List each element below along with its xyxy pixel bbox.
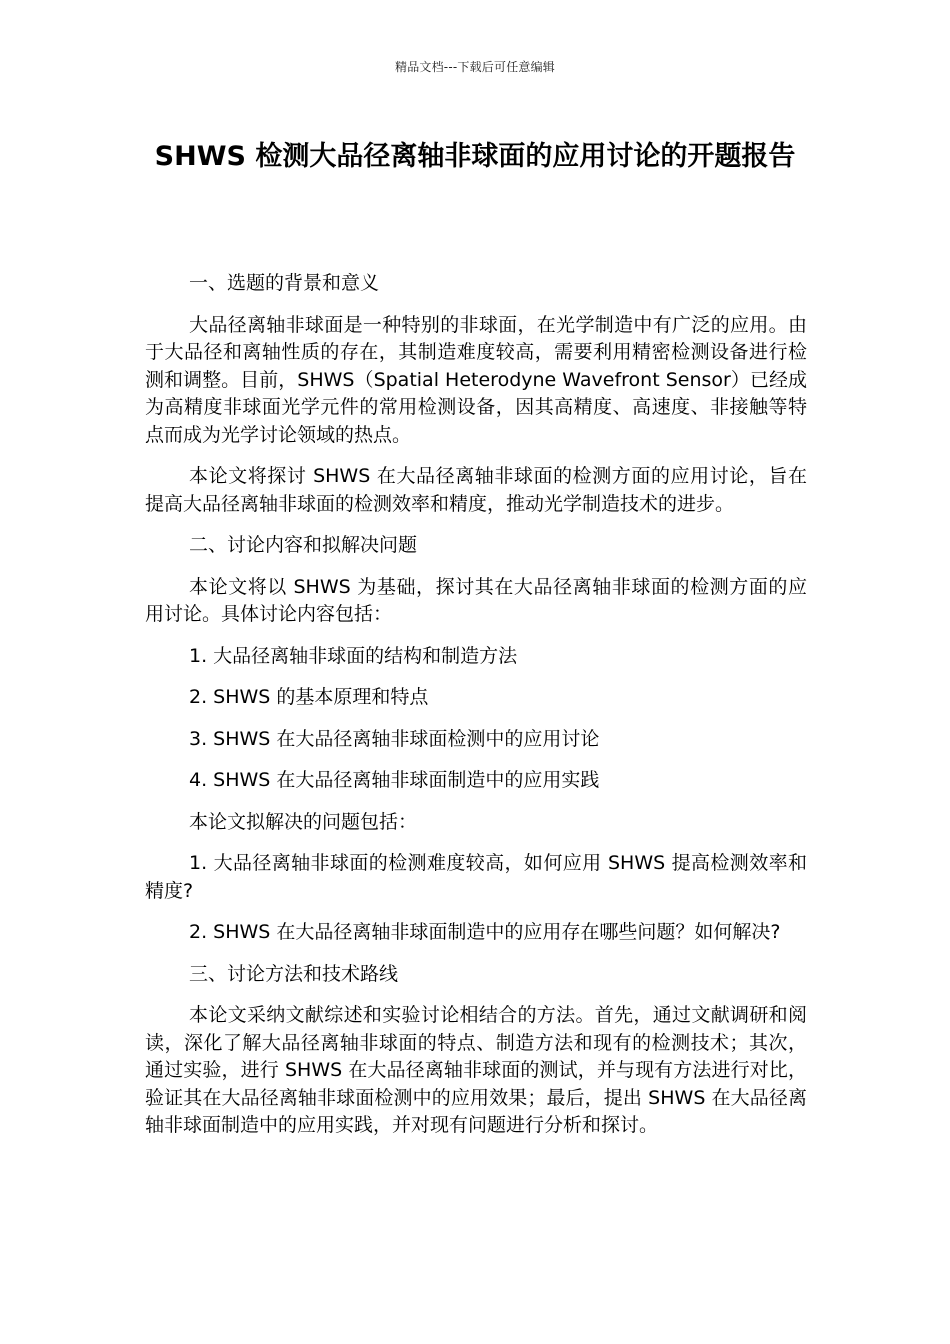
section-heading-methods: 三、讨论方法和技术路线 (189, 962, 399, 985)
paragraph-problems-intro: 本论文拟解决的问题包括： (189, 810, 418, 833)
list-item-problem-1: 1. 大品径离轴非球面的检测难度较高，如何应用 SHWS 提高检测效率和精度? (145, 852, 807, 902)
section-heading-background: 一、选题的背景和意义 (189, 272, 380, 294)
document-body (145, 270, 807, 1154)
list-item-content-2: 2. SHWS 的基本原理和特点 (189, 686, 429, 708)
section-heading-content: 二、讨论内容和拟解决问题 (189, 534, 418, 556)
header-note: 精品文档---下载后可任意编辑 (395, 60, 555, 74)
list-item-content-3: 3. SHWS 在大品径离轴非球面检测中的应用讨论 (189, 727, 600, 750)
paragraph-background-2: 本论文将探讨 SHWS 在大品径离轴非球面的检测方面的应用讨论，旨在提高大品径离轴非球面的检测效率和精度，推动光学制造技术的进步。 (145, 465, 807, 515)
paragraph-methods: 本论文采纳文献综述和实验讨论相结合的方法。首先，通过文献调研和阅读，深化了解大品径离轴非球面的特点、制造方法和现有的检测技术；其次，通过实验，进行 SHWS 在大品径离轴非球面的测试，并与现有方法进行对比，验证其在大品径离轴非球面检测中的应用效果；最后，提出 SHWS 在大品径离轴非球面制造中的应用实践，并对现有问题进行分析和探讨。 (145, 1004, 807, 1136)
list-item-content-1: 1. 大品径离轴非球面的结构和制造方法 (189, 644, 518, 667)
list-item-content-4: 4. SHWS 在大品径离轴非球面制造中的应用实践 (189, 769, 600, 791)
list-item-problem-2: 2. SHWS 在大品径离轴非球面制造中的应用存在哪些问题？如何解决? (189, 921, 781, 943)
paragraph-content-intro: 本论文将以 SHWS 为基础，探讨其在大品径离轴非球面的检测方面的应用讨论。具体讨论内容包括： (145, 575, 807, 625)
paragraph-background-1: 大品径离轴非球面是一种特别的非球面，在光学制造中有广泛的应用。由于大品径和离轴性质的存在，其制造难度较高，需要利用精密检测设备进行检测和调整。目前，SHWS（Spatial Heterodyne Wavefront Sensor）已经成为高精度非球面光学元件的常用检测设备，因其高精度、高速度、非接触等特点而成为光学讨论领域的热点。 (145, 313, 807, 446)
page-title: SHWS 检测大品径离轴非球面的应用讨论的开题报告 (154, 141, 796, 172)
